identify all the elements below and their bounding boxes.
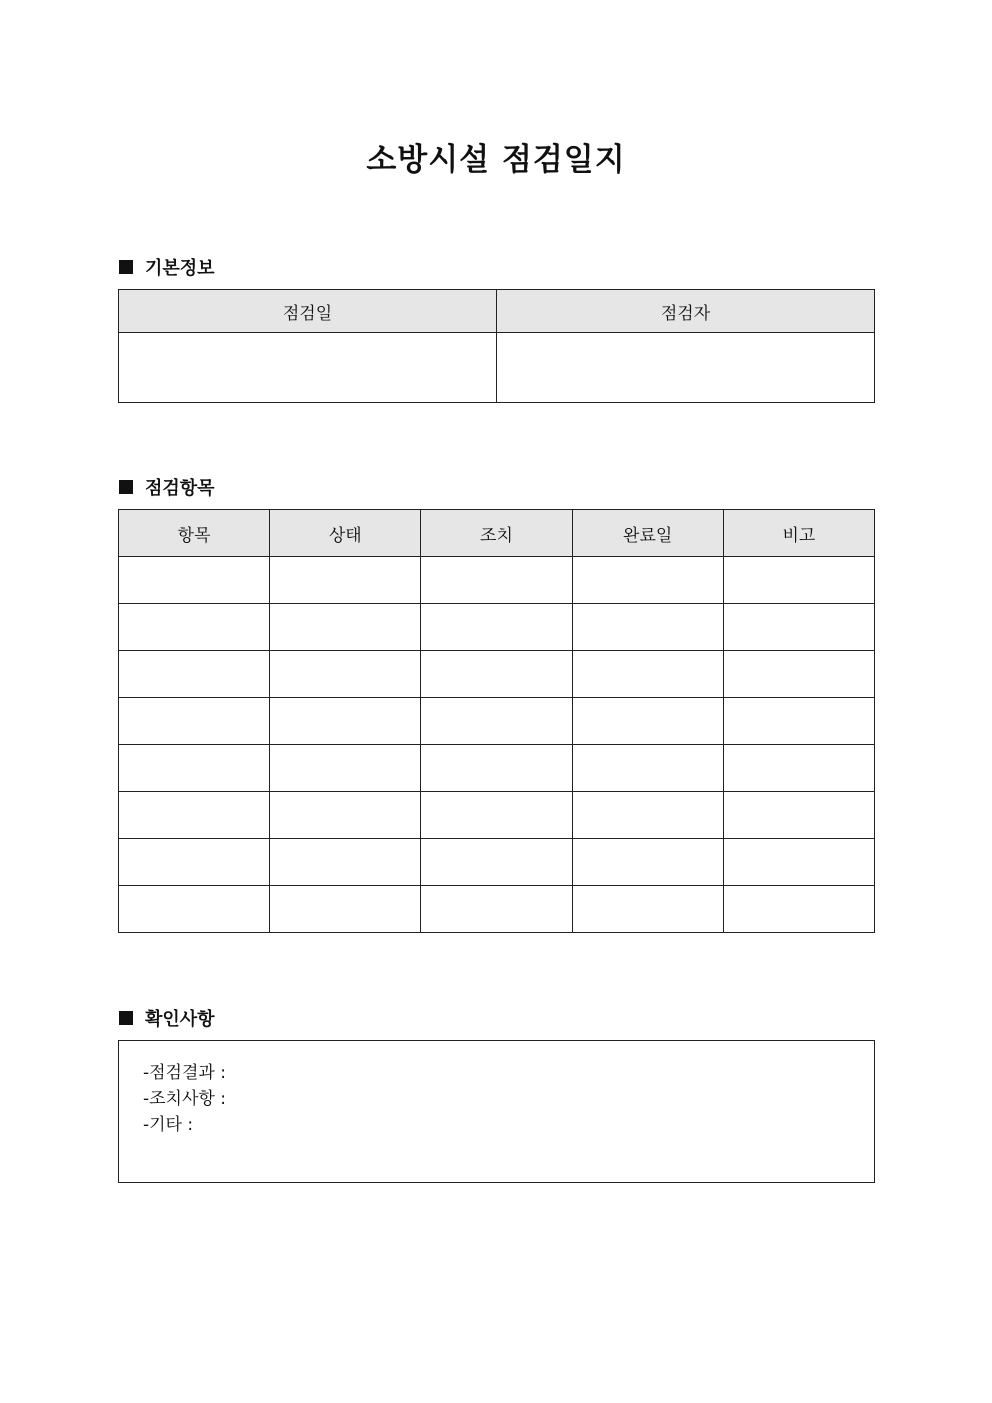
status-cell[interactable]: [270, 792, 421, 839]
action-cell[interactable]: [421, 604, 572, 651]
action-cell[interactable]: [421, 839, 572, 886]
square-bullet-icon: [119, 480, 133, 494]
item-cell[interactable]: [119, 557, 270, 604]
status-cell[interactable]: [270, 557, 421, 604]
completion-date-cell[interactable]: [572, 745, 723, 792]
header-inspection-date: 점검일: [119, 290, 497, 333]
square-bullet-icon: [119, 1011, 133, 1025]
action-cell[interactable]: [421, 557, 572, 604]
header-inspector: 점검자: [497, 290, 875, 333]
header-action: 조치: [421, 510, 572, 557]
inspection-table-body: [119, 557, 875, 933]
basic-info-heading-label: 기본정보: [145, 258, 215, 279]
inspection-date-field[interactable]: [119, 333, 497, 403]
header-status: 상태: [270, 510, 421, 557]
page-title: 소방시설 점검일지: [366, 142, 626, 178]
status-cell[interactable]: [270, 698, 421, 745]
header-item: 항목: [119, 510, 270, 557]
status-cell[interactable]: [270, 651, 421, 698]
remark-line-result: -점검결과 :: [143, 1063, 226, 1083]
inspection-items-table: [118, 509, 875, 933]
action-cell[interactable]: [421, 886, 572, 933]
item-cell[interactable]: [119, 792, 270, 839]
item-cell[interactable]: [119, 698, 270, 745]
note-cell[interactable]: [723, 604, 874, 651]
inspector-field[interactable]: [497, 333, 875, 403]
table-row: [119, 557, 875, 604]
note-cell[interactable]: [723, 839, 874, 886]
note-cell[interactable]: [723, 557, 874, 604]
item-cell[interactable]: [119, 604, 270, 651]
completion-date-cell[interactable]: [572, 557, 723, 604]
status-cell[interactable]: [270, 745, 421, 792]
inspection-items-heading-label: 점검항목: [145, 478, 215, 499]
status-cell[interactable]: [270, 604, 421, 651]
table-row: [119, 745, 875, 792]
note-cell[interactable]: [723, 698, 874, 745]
completion-date-cell[interactable]: [572, 651, 723, 698]
header-completion-date: 완료일: [572, 510, 723, 557]
basic-info-value-row: [119, 333, 875, 403]
table-row: [119, 886, 875, 933]
table-row: [119, 839, 875, 886]
action-cell[interactable]: [421, 698, 572, 745]
note-cell[interactable]: [723, 792, 874, 839]
item-cell[interactable]: [119, 886, 270, 933]
inspection-items-heading: [119, 474, 215, 500]
basic-info-heading: [119, 254, 215, 280]
note-cell[interactable]: [723, 745, 874, 792]
completion-date-cell[interactable]: [572, 792, 723, 839]
table-row: [119, 792, 875, 839]
table-row: [119, 604, 875, 651]
completion-date-cell[interactable]: [572, 698, 723, 745]
status-cell[interactable]: [270, 839, 421, 886]
action-cell[interactable]: [421, 651, 572, 698]
action-cell[interactable]: [421, 745, 572, 792]
basic-info-table: [118, 289, 875, 403]
remark-line-other: -기타 :: [143, 1115, 194, 1135]
completion-date-cell[interactable]: [572, 886, 723, 933]
table-row: [119, 698, 875, 745]
note-cell[interactable]: [723, 651, 874, 698]
remark-line-action: -조치사항 :: [143, 1089, 226, 1109]
item-cell[interactable]: [119, 745, 270, 792]
action-cell[interactable]: [421, 792, 572, 839]
confirmation-heading-label: 확인사항: [145, 1009, 215, 1030]
item-cell[interactable]: [119, 651, 270, 698]
completion-date-cell[interactable]: [572, 604, 723, 651]
table-row: [119, 651, 875, 698]
basic-info-header-row: [119, 290, 875, 333]
confirmation-box[interactable]: [118, 1040, 875, 1183]
inspection-header-row: [119, 510, 875, 557]
square-bullet-icon: [119, 260, 133, 274]
note-cell[interactable]: [723, 886, 874, 933]
status-cell[interactable]: [270, 886, 421, 933]
completion-date-cell[interactable]: [572, 839, 723, 886]
confirmation-heading: [119, 1005, 215, 1031]
header-note: 비고: [723, 510, 874, 557]
item-cell[interactable]: [119, 839, 270, 886]
